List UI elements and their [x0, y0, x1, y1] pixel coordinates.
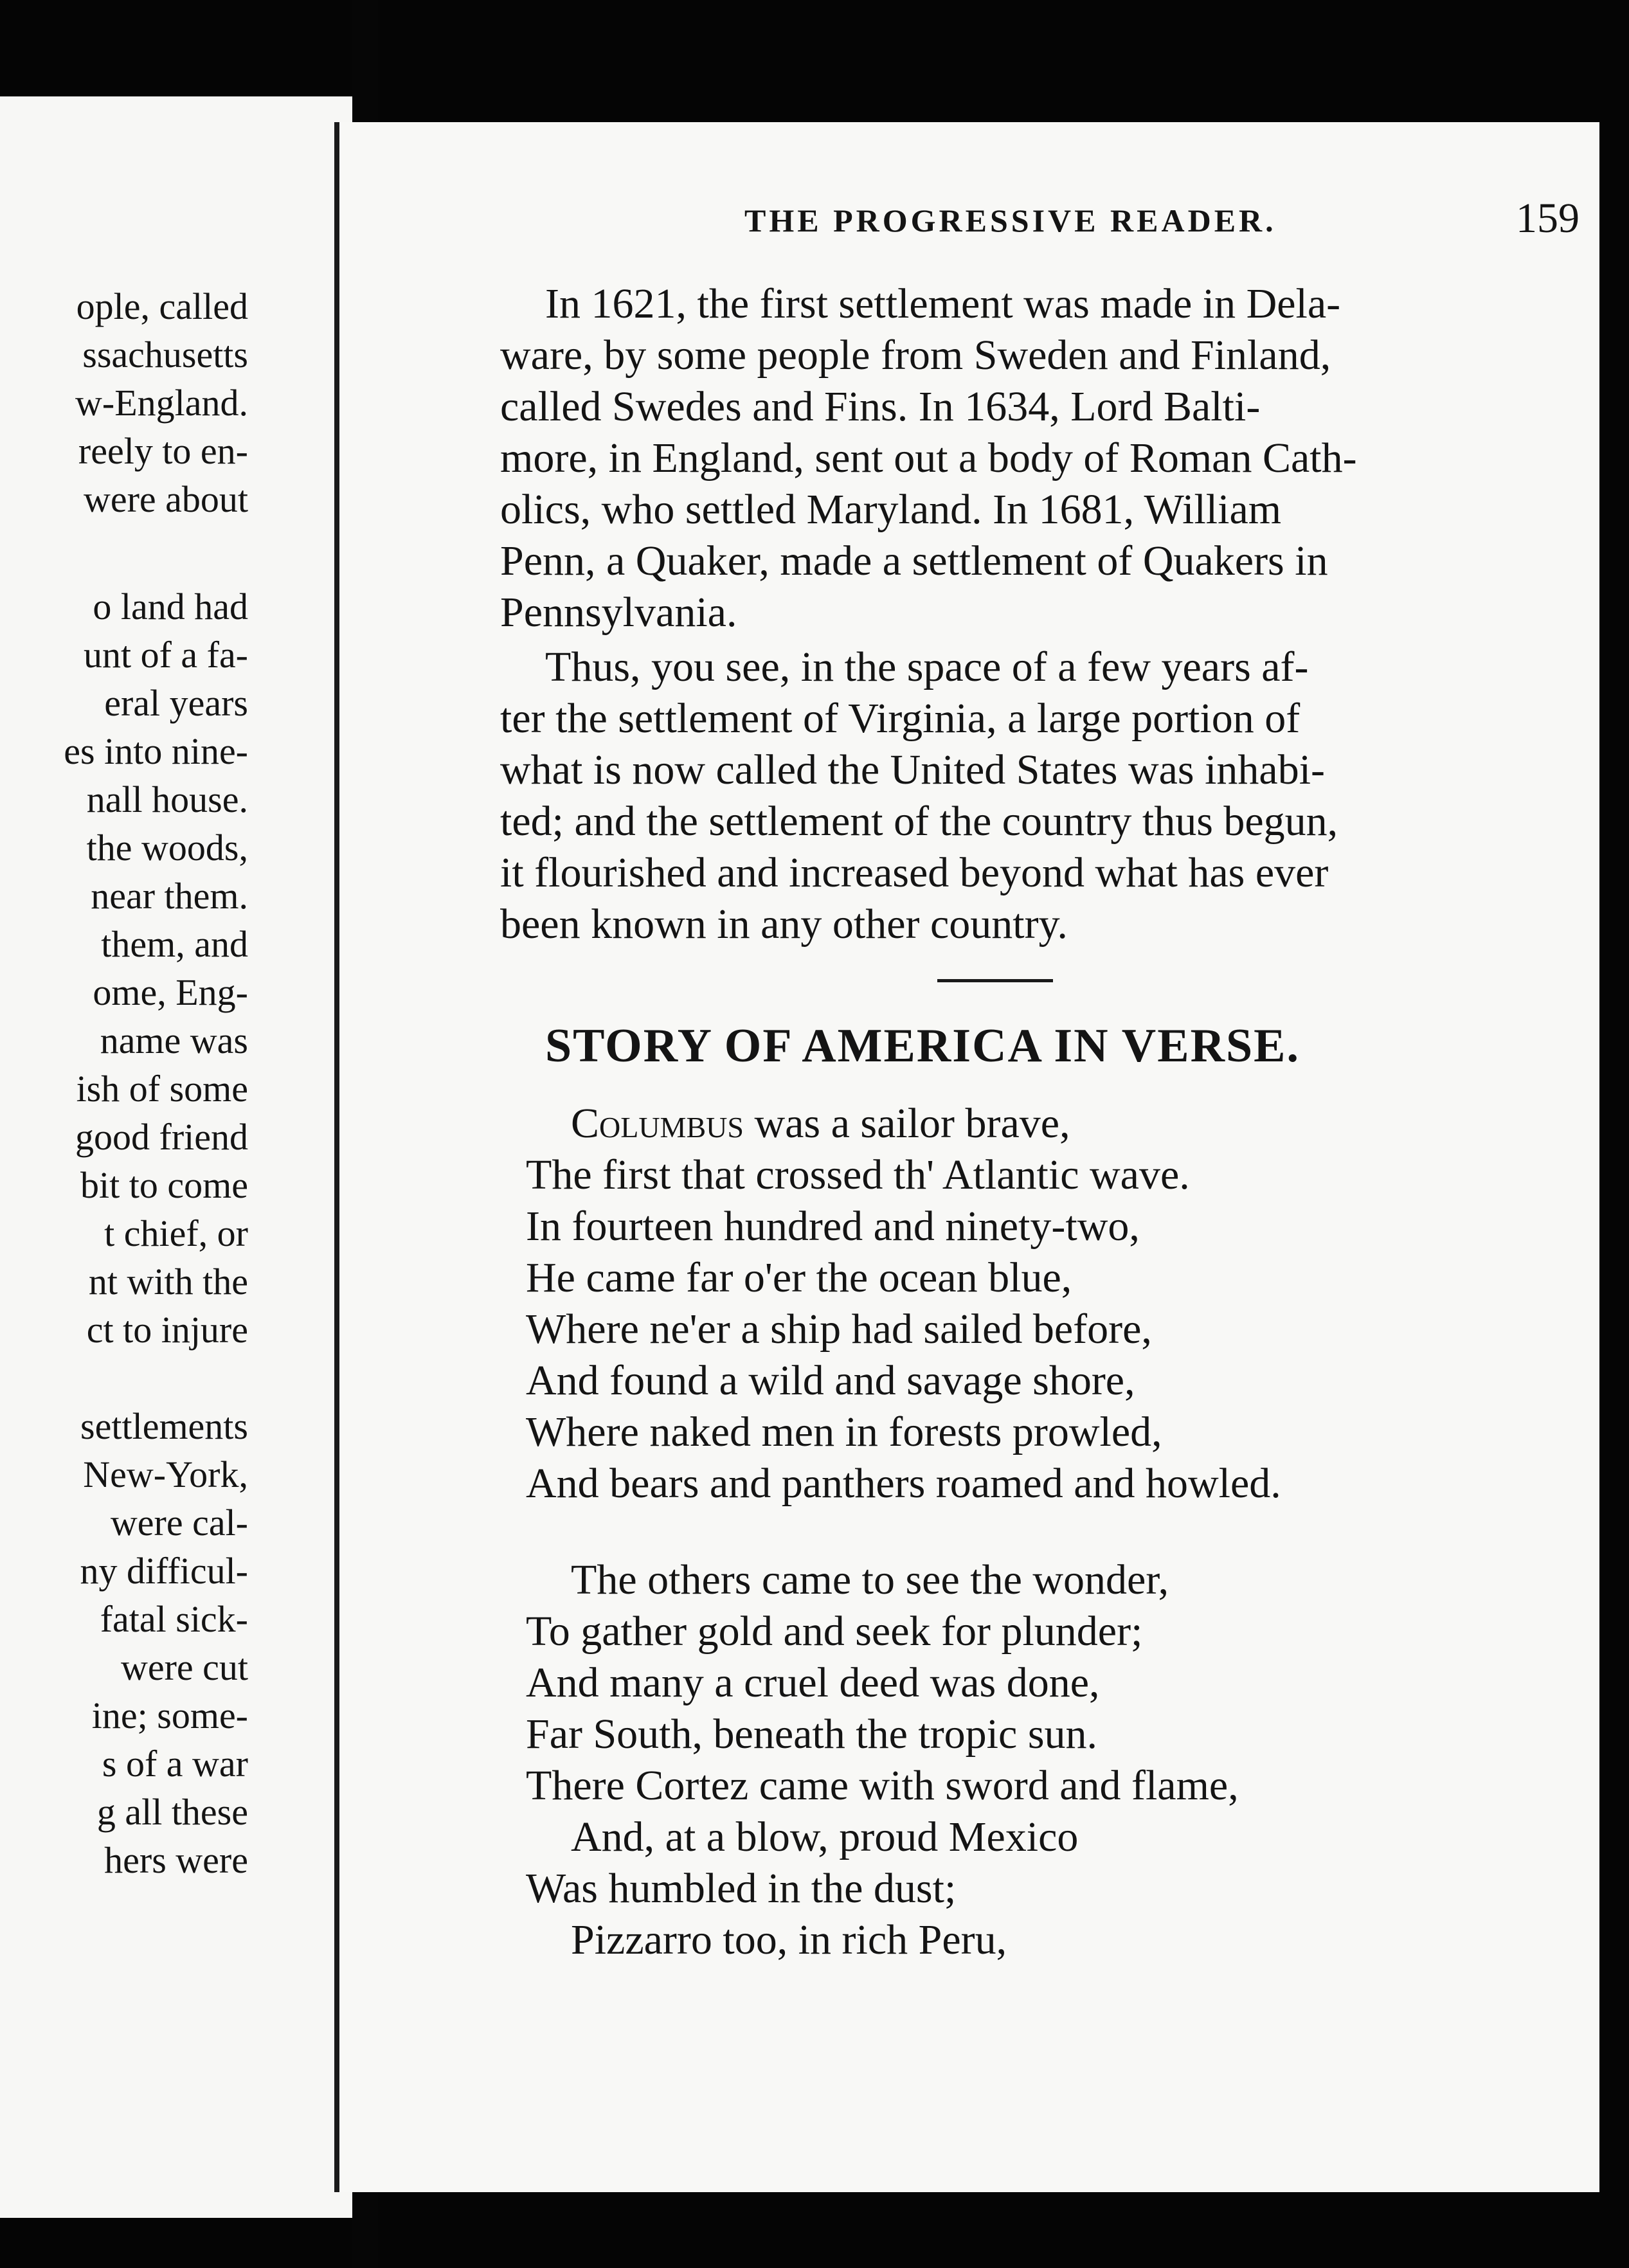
- left-page-fragment: o land had: [93, 586, 248, 627]
- left-page-fragment: them, and: [101, 923, 248, 965]
- section-divider: [937, 979, 1053, 982]
- left-page-fragment: unt of a fa-: [83, 634, 248, 676]
- verse-line: He came far o'er the ocean blue,: [526, 1254, 1072, 1301]
- left-page-fragment: ine; some-: [91, 1695, 248, 1736]
- left-page-fragment: ssachusetts: [82, 334, 248, 375]
- left-page-fragment: w-England.: [75, 382, 248, 424]
- verse-line: Where ne'er a ship had sailed before,: [526, 1306, 1152, 1353]
- left-page-fragment: reely to en-: [78, 430, 248, 472]
- verse-line: Pizzarro too, in rich Peru,: [571, 1916, 1007, 1963]
- verse-line: And many a cruel deed was done,: [526, 1659, 1100, 1706]
- left-page-fragment: ome, Eng-: [93, 971, 248, 1013]
- verse-line: Far South, beneath the tropic sun.: [526, 1711, 1098, 1758]
- left-page-fragment: were cut: [120, 1646, 248, 1688]
- left-page-fragment: es into nine-: [64, 730, 248, 772]
- prose-line: Penn, a Quaker, made a settlement of Quakers in: [500, 537, 1328, 584]
- verse-line: There Cortez came with sword and flame,: [526, 1762, 1239, 1809]
- left-page-fragment: s of a war: [102, 1743, 248, 1785]
- left-page-fragment: nall house.: [86, 779, 248, 820]
- page-number: 159: [1516, 195, 1580, 242]
- left-page-fragment: eral years: [104, 682, 248, 724]
- verse-line: In fourteen hundred and ninety-two,: [526, 1203, 1140, 1250]
- left-page-fragment: fatal sick-: [100, 1598, 248, 1640]
- prose-line: called Swedes and Fins. In 1634, Lord Balti-: [500, 383, 1261, 430]
- left-page-fragment: name was: [100, 1020, 248, 1061]
- verse-line: The first that crossed th' Atlantic wave.: [526, 1151, 1190, 1198]
- left-page-fragment: bit to come: [80, 1164, 248, 1206]
- prose-line: it flourished and increased beyond what has ever: [500, 849, 1329, 896]
- prose-line: ter the settlement of Virginia, a large portion of: [500, 695, 1300, 742]
- prose-line: Thus, you see, in the space of a few years af-: [545, 644, 1309, 690]
- section-heading: STORY OF AMERICA IN VERSE.: [545, 1020, 1300, 1072]
- left-page-fragment: New-York,: [83, 1454, 248, 1495]
- verse-line: To gather gold and seek for plunder;: [526, 1608, 1143, 1655]
- prose-line: more, in England, sent out a body of Roman Cath-: [500, 435, 1357, 482]
- left-page-fragment: t chief, or: [104, 1212, 248, 1254]
- verse-line: The others came to see the wonder,: [571, 1556, 1169, 1603]
- verse-line: And found a wild and savage shore,: [526, 1357, 1135, 1404]
- left-page-fragment: were about: [83, 478, 248, 520]
- prose-line: ware, by some people from Sweden and Finland,: [500, 332, 1331, 379]
- left-page-fragment: near them.: [91, 875, 248, 917]
- left-page-fragment: ny difficul-: [80, 1550, 248, 1592]
- prose-line: what is now called the United States was inhabi-: [500, 746, 1326, 793]
- left-page-fragment: the woods,: [86, 827, 248, 869]
- left-page-fragment: ople, called: [76, 285, 248, 327]
- left-page-fragment: ct to injure: [86, 1309, 248, 1351]
- left-page-fragment: hers were: [104, 1839, 248, 1881]
- left-page-fragment: ish of some: [76, 1068, 248, 1110]
- verse-line: Was humbled in the dust;: [526, 1865, 957, 1912]
- left-page-fragment: good friend: [75, 1116, 248, 1158]
- prose-line: ted; and the settlement of the country thus begun,: [500, 798, 1338, 845]
- verse-first-word: Columbus: [571, 1100, 744, 1147]
- left-page-fragment: settlements: [80, 1405, 248, 1447]
- left-page-fragment: nt with the: [88, 1261, 248, 1302]
- left-page-fragment: were cal-: [110, 1502, 248, 1544]
- prose-line: Pennsylvania.: [500, 589, 737, 636]
- verse-line: And, at a blow, proud Mexico: [571, 1814, 1079, 1860]
- verse-line: And bears and panthers roamed and howled.: [526, 1460, 1281, 1507]
- running-head: THE PROGRESSIVE READER.: [744, 203, 1277, 239]
- right-page: [334, 122, 1599, 2192]
- verse-first-rest: was a sailor brave,: [743, 1100, 1070, 1147]
- left-page-fragment: g all these: [96, 1791, 248, 1833]
- prose-line: been known in any other country.: [500, 901, 1068, 948]
- prose-line: olics, who settled Maryland. In 1681, William: [500, 486, 1282, 533]
- prose-line: In 1621, the first settlement was made in Dela-: [545, 280, 1341, 327]
- verse-line: Where naked men in forests prowled,: [526, 1408, 1162, 1455]
- left-facing-page: [0, 96, 352, 2218]
- verse-line: [571, 1102, 1070, 1145]
